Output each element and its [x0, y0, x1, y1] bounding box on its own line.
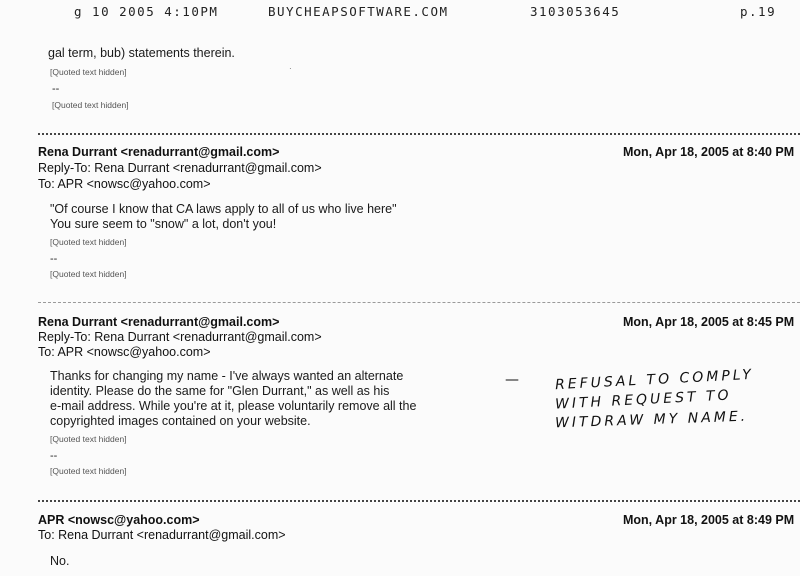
quoted-text-hidden[interactable]: [Quoted text hidden]	[52, 100, 129, 110]
signature-dash: --	[52, 83, 60, 95]
email-body-line: Thanks for changing my name - I've always wanted an alternate	[50, 369, 404, 383]
fax-sender: BUYCHEAPSOFTWARE.COM	[268, 4, 449, 19]
quoted-text-hidden[interactable]: [Quoted text hidden]	[50, 237, 127, 247]
email-from[interactable]: Rena Durrant <renadurrant@gmail.com>	[38, 145, 280, 159]
quoted-text-hidden[interactable]: [Quoted text hidden]	[50, 434, 127, 444]
fax-date-time: g 10 2005 4:10PM	[74, 4, 219, 19]
email-to: To: APR <nowsc@yahoo.com>	[38, 345, 211, 359]
email-from[interactable]: Rena Durrant <renadurrant@gmail.com>	[38, 315, 280, 329]
handwritten-note-line: REFUSAL TO COMPLY	[554, 366, 755, 394]
message-separator	[38, 133, 800, 135]
email-reply-to: Reply-To: Rena Durrant <renadurrant@gmail.com>	[38, 330, 322, 344]
handwritten-dash: —	[505, 372, 522, 388]
quoted-text-hidden[interactable]: [Quoted text hidden]	[50, 466, 127, 476]
handwritten-note-line: WITDRAW MY NAME.	[554, 408, 749, 432]
email-body-line: You sure seem to "snow" a lot, don't you!	[50, 217, 277, 231]
email-reply-to: Reply-To: Rena Durrant <renadurrant@gmail.com>	[38, 161, 322, 175]
signature-dash: --	[50, 450, 58, 462]
message-separator	[38, 500, 800, 502]
message-separator	[38, 302, 800, 303]
email-from[interactable]: APR <nowsc@yahoo.com>	[38, 513, 200, 527]
email-date: Mon, Apr 18, 2005 at 8:45 PM	[623, 315, 795, 329]
quoted-text-hidden[interactable]: [Quoted text hidden]	[50, 269, 127, 279]
email-date: Mon, Apr 18, 2005 at 8:49 PM	[623, 513, 795, 527]
email-body-line: e-mail address. While you're at it, please voluntarily remove all the	[50, 399, 417, 413]
email-date: Mon, Apr 18, 2005 at 8:40 PM	[623, 145, 795, 159]
fax-page-number: p.19	[740, 4, 777, 19]
email-body-line: "Of course I know that CA laws apply to all of us who live here"	[50, 202, 397, 216]
fax-phone: 3103053645	[530, 4, 621, 19]
email-body-line: No.	[50, 554, 70, 568]
handwritten-note-line: WITH REQUEST TO	[554, 387, 732, 413]
email-to: To: Rena Durrant <renadurrant@gmail.com>	[38, 528, 286, 542]
quoted-text-hidden[interactable]: [Quoted text hidden]	[50, 67, 127, 77]
email-to: To: APR <nowsc@yahoo.com>	[38, 177, 211, 191]
email-body-line: identity. Please do the same for "Glen Durrant," as well as his	[50, 384, 390, 398]
signature-dash: --	[50, 253, 58, 265]
speck-mark: ·	[289, 64, 292, 73]
fragment-text: gal term, bub) statements therein.	[48, 46, 235, 60]
email-body-line: copyrighted images contained on your website.	[50, 414, 311, 428]
